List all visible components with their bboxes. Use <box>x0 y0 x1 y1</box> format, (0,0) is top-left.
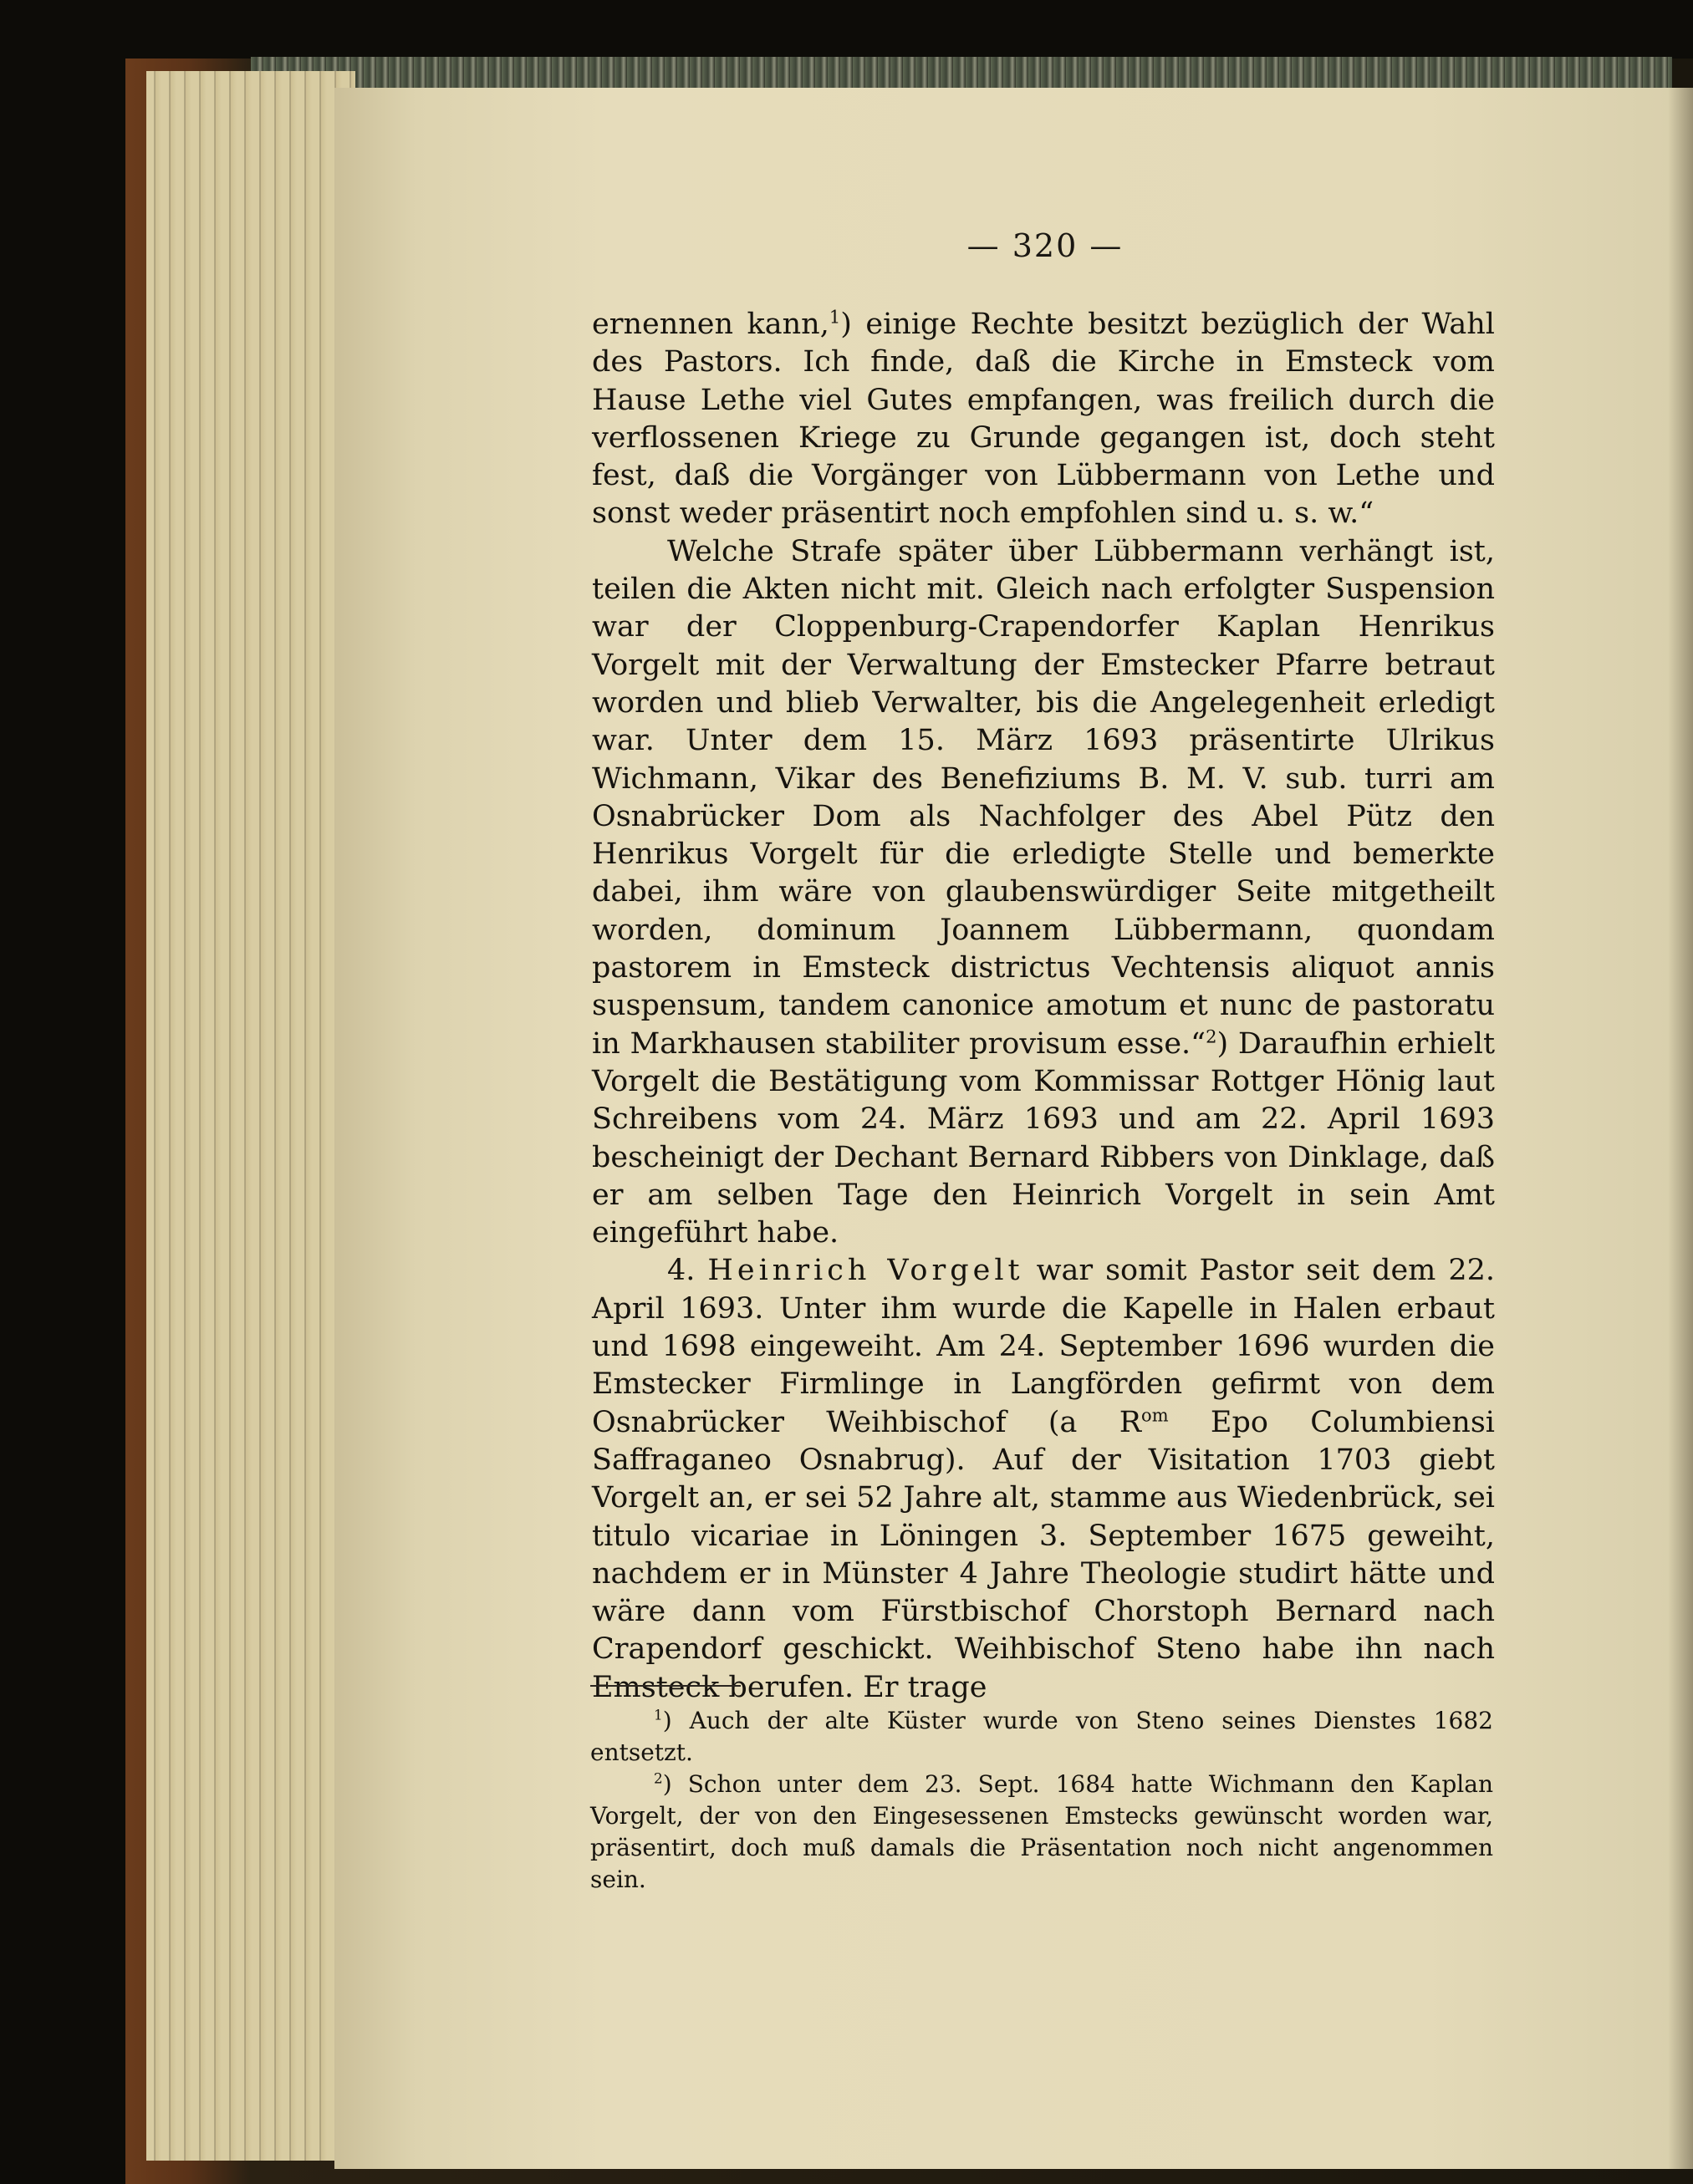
page-stack-edges <box>146 71 355 2161</box>
page-number-header: — 320 — <box>966 227 1124 264</box>
paragraph-text: Welche Strafe später über Lübbermann verhängt ist, teilen die Akten nicht mit. Gleich nach erfolgter Suspension war der Cloppenburg-Crapendorfer Kaplan Henrikus Vorgelt mit der Verwaltung der Emstecker Pfarre betraut worden und blieb Verwalter, bis die Angelegenheit erledigt war. Unter dem 15. März 1693 präsentirte Ulrikus Wichmann, Vikar des Benefiziums B. M. V. sub. turri am Osnabrücker Dom als Nachfolger des Abel Pütz den Henrikus Vorgelt für die erledigte Stelle und bemerkte dabei, ihm wäre von glaubenswürdiger Seite mitgetheilt worden, dominum Joannem Lübbermann, quondam pastorem in Emsteck districtus Vechtensis aliquot annis suspensum, tandem canonice amotum et nunc de pastoratu in Markhausen stabiliter provisum esse.“ <box>592 534 1495 1061</box>
paragraph-text: ) einige Rechte besitzt bezüglich der Wahl des Pastors. Ich finde, daß die Kirche in Emsteck vom Hause Lethe viel Gutes empfangen, was freilich durch die verflossenen Kriege zu Grunde gegangen ist, doch steht fest, daß die Vorgänger von Lübbermann von Lethe und sonst weder präsentirt noch empfohlen sind u. s. w.“ <box>592 308 1495 531</box>
paragraph <box>592 1252 1495 1707</box>
paragraph <box>592 533 1495 1253</box>
footnote-text: ) Schon unter dem 23. Sept. 1684 hatte Wichmann den Kaplan Vorgelt, der von den Eingesessenen Emstecks gewünscht worden war, präsentirt, doch muß damals die Präsentation noch nicht angenommen sein. <box>590 1770 1493 1893</box>
footnote-divider <box>590 1685 741 1687</box>
footnote-mark: 1 <box>654 1706 663 1723</box>
paragraph-text: war somit Pastor seit dem 22. April 1693. Unter ihm wurde die Kapelle in Halen erbaut und 1698 eingeweiht. Am 24. September 1696 wurden die Emstecker Firmlinge in Langförden gefirmt von dem Osnabrücker Weihbischof (a R <box>592 1254 1495 1439</box>
footnote <box>590 1769 1493 1896</box>
footnote-reference: 2 <box>1206 1026 1217 1046</box>
paragraph-text: ernennen kann, <box>592 308 829 341</box>
paragraph <box>592 306 1495 533</box>
paragraph-text: 4. <box>667 1254 708 1288</box>
page-shadow <box>1668 88 1693 2169</box>
paragraph-text: ) Daraufhin erhielt Vorgelt die Bestätigung vom Kommissar Rottger Hönig laut Schreibens vom 24. März 1693 und am 22. April 1693 bescheinigt der Dechant Bernard Ribbers von Dinklage, daß er am selben Tage den Heinrich Vorgelt in sein Amt eingeführt habe. <box>592 1026 1496 1250</box>
body-text <box>592 306 1495 1707</box>
footnote-text: ) Auch der alte Küster wurde von Steno seines Dienstes 1682 entsetzt. <box>590 1707 1493 1766</box>
footnote-reference: om <box>1141 1404 1169 1425</box>
section-name: Heinrich Vorgelt <box>707 1254 1024 1288</box>
footnotes <box>590 1705 1493 1896</box>
footnote <box>590 1705 1493 1769</box>
footnote-reference: 1 <box>829 307 841 328</box>
paragraph-text: Epo Columbiensi Saffraganeo Osnabrug). Auf der Visitation 1703 giebt Vorgelt an, er sei 52 Jahre alt, stamme aus Wiedenbrück, sei titulo vicariae in Löningen 3. September 1675 geweiht, nachdem er in Münster 4 Jahre Theologie studirt hätte und wäre dann vom Fürstbischof Chorstoph Bernard nach Crapendorf geschickt. Weihbischof Steno habe ihn nach Emsteck berufen. Er trage <box>592 1405 1496 1704</box>
footnote-mark: 2 <box>654 1769 663 1787</box>
